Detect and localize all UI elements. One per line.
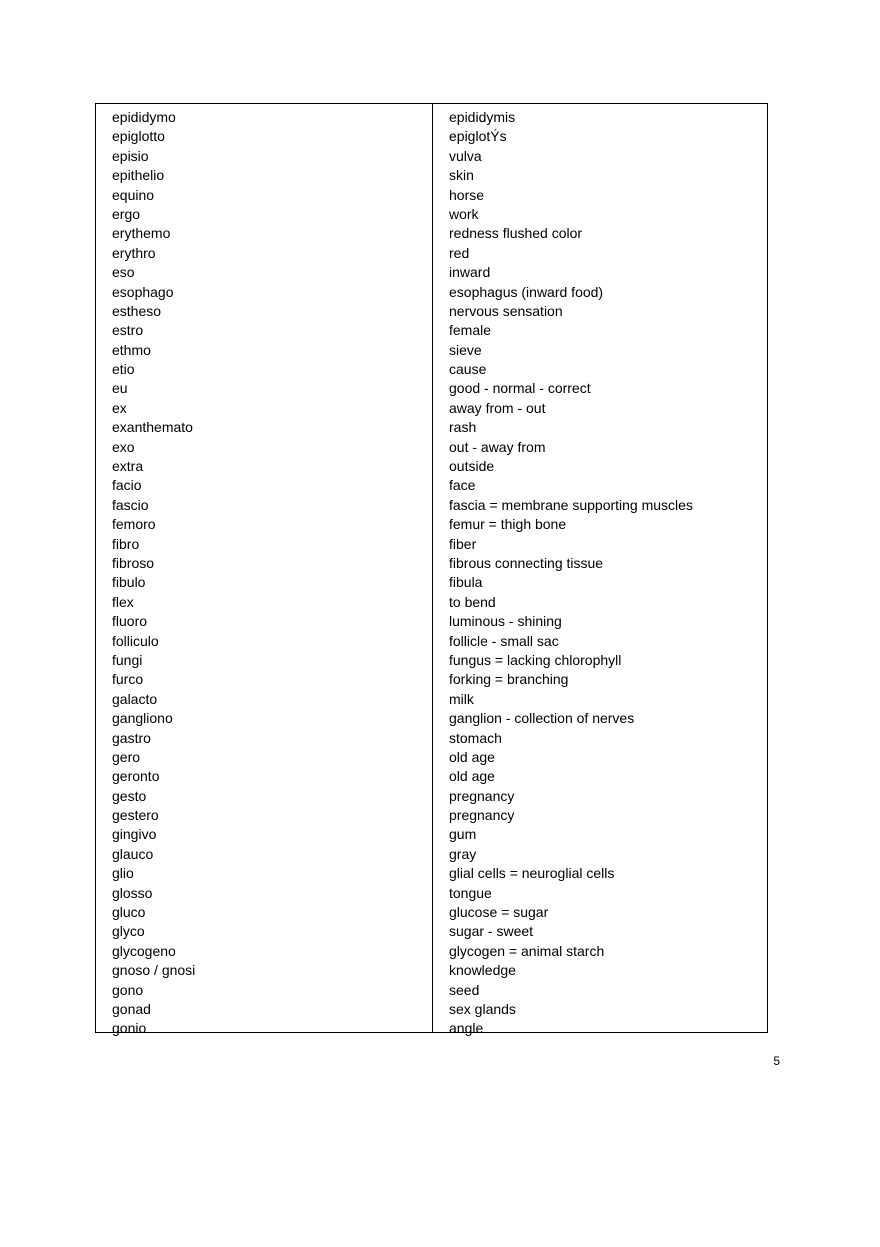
glossary-term: femoro <box>112 516 156 533</box>
glossary-term: gono <box>112 981 144 998</box>
glossary-term: gnoso / gnosi <box>112 962 196 979</box>
glossary-meaning: outside <box>449 458 495 475</box>
glossary-term: gluco <box>112 904 146 921</box>
glossary-meaning: horse <box>449 186 485 203</box>
glossary-term: geronto <box>112 768 160 785</box>
glossary-term: epididymo <box>112 109 176 125</box>
glossary-term: facio <box>112 477 142 494</box>
glossary-term: gestero <box>112 807 159 824</box>
glossary-meaning: rash <box>449 419 477 436</box>
glossary-term: eu <box>112 380 128 397</box>
glossary-term: epithelio <box>112 167 165 184</box>
glossary-meaning: vulva <box>449 147 482 164</box>
glossary-meaning: femur = thigh bone <box>449 516 567 533</box>
glossary-term: gingivo <box>112 826 157 843</box>
glossary-meaning: sex glands <box>449 1000 516 1017</box>
glossary-term: episio <box>112 147 149 164</box>
glossary-meaning: esophagus (inward food) <box>449 283 604 300</box>
glossary-meaning: to bend <box>449 593 496 610</box>
glossary-term: glycogeno <box>112 942 176 959</box>
glossary-meaning: skin <box>449 167 474 184</box>
glossary-term: erythro <box>112 244 156 261</box>
glossary-meaning: red <box>449 244 470 261</box>
glossary-meaning: epiglotÝs <box>449 128 507 145</box>
glossary-meaning: fungus = lacking chlorophyll <box>449 651 622 668</box>
glossary-meaning: face <box>449 477 476 494</box>
glossary-meaning: redness flushed color <box>449 225 583 242</box>
glossary-term: glyco <box>112 923 145 940</box>
glossary-meaning: epididymis <box>449 109 516 125</box>
glossary-term: exanthemato <box>112 419 193 436</box>
glossary-term: folliculo <box>112 632 159 649</box>
glossary-meaning: milk <box>449 690 474 707</box>
glossary-meaning: inward <box>449 264 491 281</box>
glossary-table <box>95 103 768 1037</box>
glossary-term: gastro <box>112 729 151 746</box>
glossary-term: fibro <box>112 535 140 552</box>
glossary-term: epiglotto <box>112 128 165 145</box>
glossary-term: fungi <box>112 651 143 668</box>
glossary-meaning: tongue <box>449 884 492 901</box>
terms-column <box>96 104 433 1037</box>
glossary-meaning: luminous - shining <box>449 613 562 630</box>
glossary-term: ergo <box>112 205 141 222</box>
glossary-meaning: glial cells = neuroglial cells <box>449 865 615 882</box>
glossary-term: fluoro <box>112 613 148 630</box>
glossary-meaning: seed <box>449 981 480 998</box>
glossary-term: ex <box>112 399 127 416</box>
meanings-column <box>433 104 767 1037</box>
glossary-meaning: old age <box>449 768 495 785</box>
glossary-term: gonad <box>112 1000 151 1017</box>
glossary-meaning: stomach <box>449 729 502 746</box>
glossary-term: gangliono <box>112 710 173 727</box>
glossary-term: etio <box>112 361 135 378</box>
glossary-term: glauco <box>112 845 154 862</box>
glossary-term: exo <box>112 438 135 455</box>
glossary-term: ethmo <box>112 341 151 358</box>
glossary-meaning: glucose = sugar <box>449 904 549 921</box>
glossary-term: gero <box>112 748 141 765</box>
glossary-term: equino <box>112 186 155 203</box>
glossary-meaning: forking = branching <box>449 671 569 688</box>
glossary-term: gonio <box>112 1020 147 1037</box>
glossary-term: fascio <box>112 496 149 513</box>
glossary-meaning: fascia = membrane supporting muscles <box>449 496 693 513</box>
glossary-meaning: sugar - sweet <box>449 923 534 940</box>
glossary-term: estro <box>112 322 144 339</box>
glossary-meaning: follicle - small sac <box>449 632 559 649</box>
glossary-meaning: pregnancy <box>449 807 515 824</box>
glossary-meaning: good - normal - correct <box>449 380 591 397</box>
glossary-term: esophago <box>112 283 174 300</box>
glossary-meaning: glycogen = animal starch <box>449 942 605 959</box>
glossary-meaning: fibula <box>449 574 483 591</box>
glossary-meaning: out - away from <box>449 438 546 455</box>
glossary-term: erythemo <box>112 225 171 242</box>
glossary-meaning: pregnancy <box>449 787 515 804</box>
glossary-term: glio <box>112 865 134 882</box>
glossary-meaning: knowledge <box>449 962 516 979</box>
glossary-term: estheso <box>112 302 162 319</box>
glossary-meaning: ganglion - collection of nerves <box>449 710 635 727</box>
glossary-meaning: nervous sensation <box>449 302 563 319</box>
glossary-meaning: old age <box>449 748 495 765</box>
glossary-term: glosso <box>112 884 153 901</box>
glossary-term: gesto <box>112 787 147 804</box>
glossary-meaning: work <box>449 205 479 222</box>
glossary-term: eso <box>112 264 135 281</box>
glossary-meaning: cause <box>449 361 487 378</box>
glossary-meaning: angle <box>449 1020 484 1037</box>
glossary-term: furco <box>112 671 144 688</box>
glossary-term: fibroso <box>112 554 155 571</box>
glossary-term: extra <box>112 458 144 475</box>
glossary-meaning: fibrous connecting tissue <box>449 554 604 571</box>
glossary-term: fibulo <box>112 574 146 591</box>
glossary-term: flex <box>112 593 134 610</box>
glossary-meaning: fiber <box>449 535 477 552</box>
page-number: 5 <box>773 1054 780 1068</box>
glossary-term: galacto <box>112 690 158 707</box>
glossary-meaning: gum <box>449 826 477 843</box>
glossary-meaning: gray <box>449 845 477 862</box>
glossary-meaning: away from - out <box>449 399 546 416</box>
glossary-meaning: female <box>449 322 492 339</box>
glossary-meaning: sieve <box>449 341 482 358</box>
